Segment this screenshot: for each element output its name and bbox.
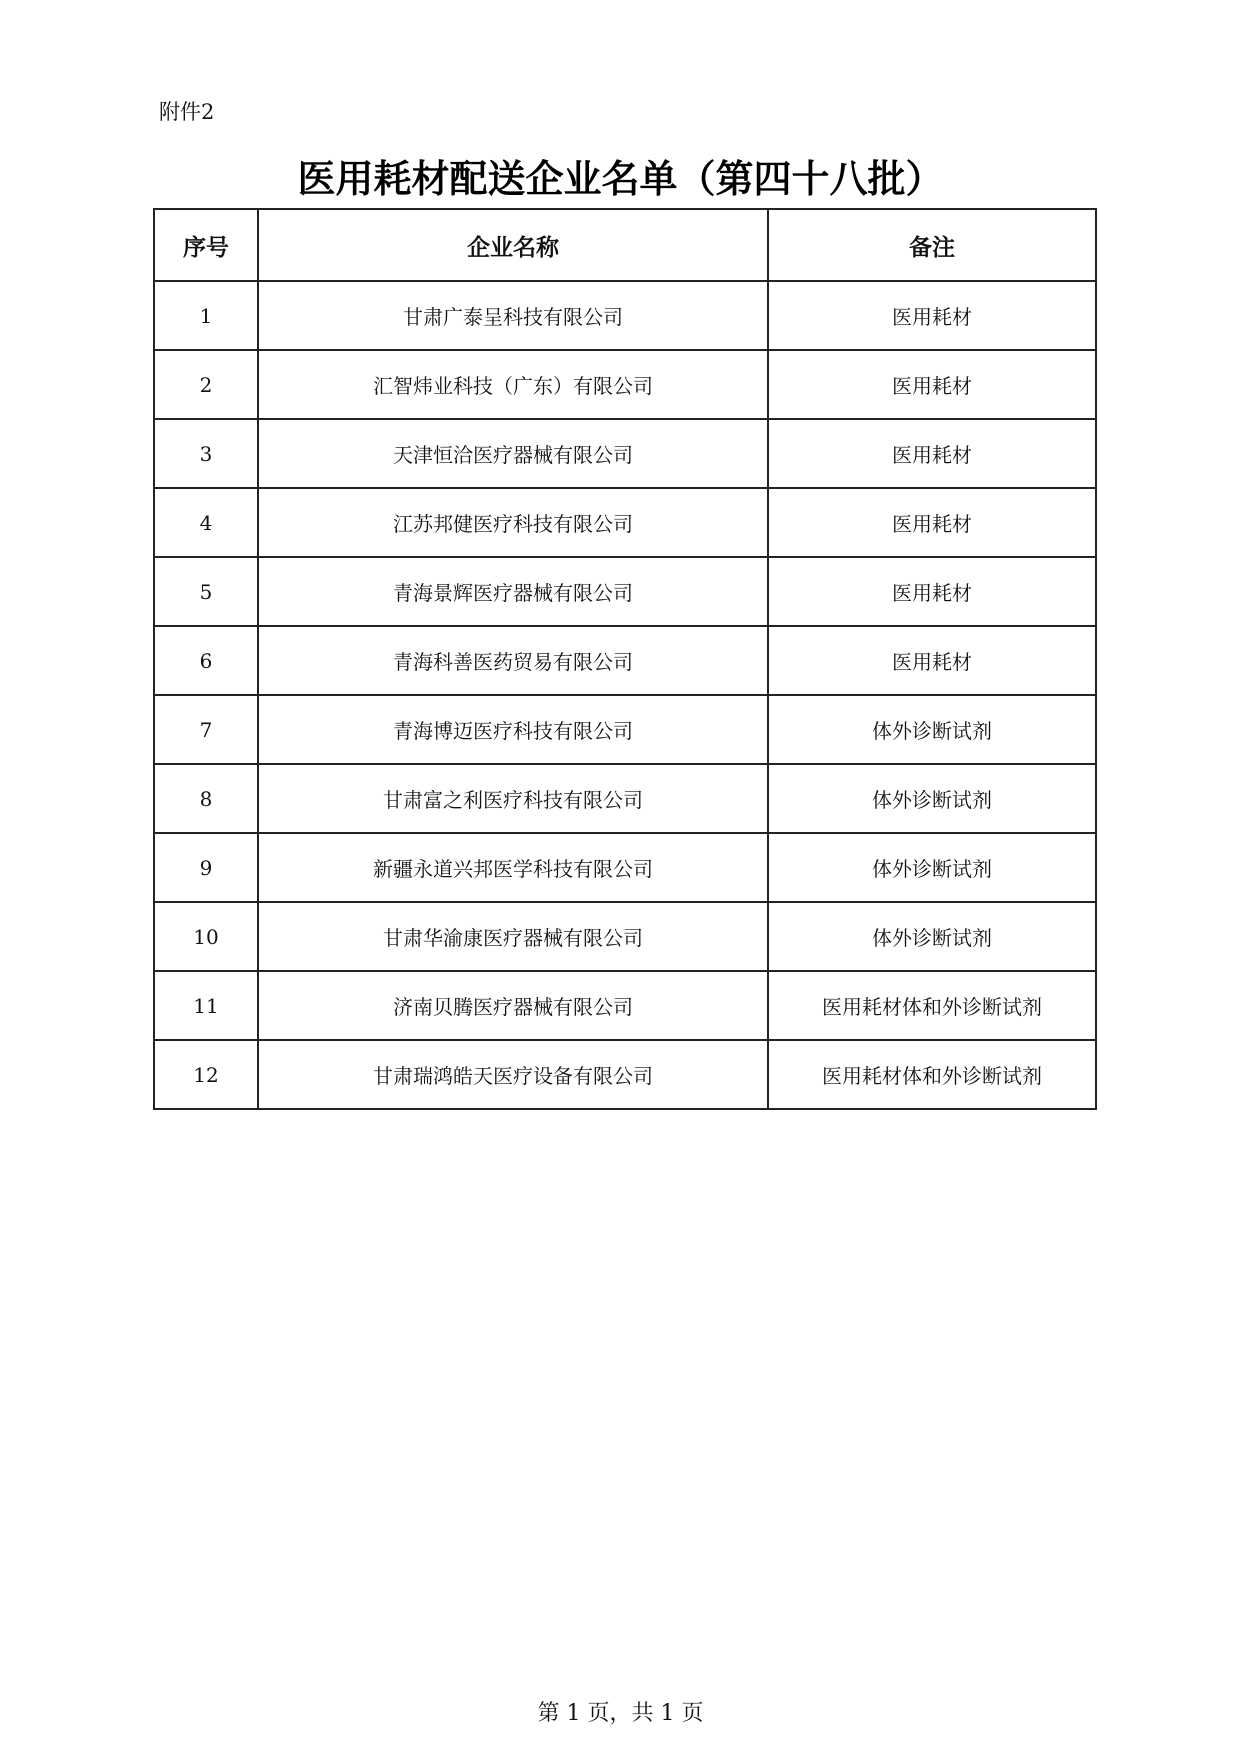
column-header-remarks: 备注 (768, 209, 1096, 281)
company-name: 江苏邦健医疗科技有限公司 (258, 488, 768, 557)
remarks: 医用耗材 (768, 419, 1096, 488)
table-row (154, 695, 1096, 764)
row-number: 11 (154, 971, 258, 1040)
header-row (154, 209, 1096, 281)
table-row (154, 557, 1096, 626)
remarks: 体外诊断试剂 (768, 764, 1096, 833)
company-name: 青海景辉医疗器械有限公司 (258, 557, 768, 626)
table-row (154, 764, 1096, 833)
row-number: 10 (154, 902, 258, 971)
row-number: 12 (154, 1040, 258, 1109)
company-name: 甘肃华渝康医疗器械有限公司 (258, 902, 768, 971)
remarks: 医用耗材 (768, 350, 1096, 419)
row-number: 2 (154, 350, 258, 419)
attachment-label: 附件2 (159, 100, 215, 124)
company-name: 济南贝腾医疗器械有限公司 (258, 971, 768, 1040)
company-name: 甘肃广泰呈科技有限公司 (258, 281, 768, 350)
row-number: 3 (154, 419, 258, 488)
remarks: 医用耗材体和外诊断试剂 (768, 1040, 1096, 1109)
table-row (154, 902, 1096, 971)
table-row (154, 419, 1096, 488)
table-row (154, 971, 1096, 1040)
company-table (153, 208, 1097, 1110)
table-row (154, 626, 1096, 695)
table-row (154, 350, 1096, 419)
table-row (154, 1040, 1096, 1109)
company-name: 青海博迈医疗科技有限公司 (258, 695, 768, 764)
column-header-company-name: 企业名称 (258, 209, 768, 281)
table-row (154, 281, 1096, 350)
company-name: 天津恒洽医疗器械有限公司 (258, 419, 768, 488)
page-title: 医用耗材配送企业名单（第四十八批） (297, 157, 944, 201)
column-header-number: 序号 (154, 209, 258, 281)
table-header (154, 209, 1096, 281)
remarks: 体外诊断试剂 (768, 833, 1096, 902)
company-name: 甘肃瑞鸿皓天医疗设备有限公司 (258, 1040, 768, 1109)
row-number: 1 (154, 281, 258, 350)
table-row (154, 833, 1096, 902)
remarks: 体外诊断试剂 (768, 902, 1096, 971)
table-row (154, 488, 1096, 557)
company-name: 汇智炜业科技（广东）有限公司 (258, 350, 768, 419)
row-number: 5 (154, 557, 258, 626)
remarks: 医用耗材体和外诊断试剂 (768, 971, 1096, 1040)
row-number: 7 (154, 695, 258, 764)
row-number: 4 (154, 488, 258, 557)
row-number: 6 (154, 626, 258, 695)
company-name: 甘肃富之利医疗科技有限公司 (258, 764, 768, 833)
table-body (154, 281, 1096, 1109)
remarks: 医用耗材 (768, 557, 1096, 626)
remarks: 体外诊断试剂 (768, 695, 1096, 764)
company-name: 新疆永道兴邦医学科技有限公司 (258, 833, 768, 902)
remarks: 医用耗材 (768, 281, 1096, 350)
remarks: 医用耗材 (768, 488, 1096, 557)
company-name: 青海科善医药贸易有限公司 (258, 626, 768, 695)
page-footer: 第 1 页，共 1 页 (537, 1701, 704, 1726)
remarks: 医用耗材 (768, 626, 1096, 695)
row-number: 8 (154, 764, 258, 833)
row-number: 9 (154, 833, 258, 902)
